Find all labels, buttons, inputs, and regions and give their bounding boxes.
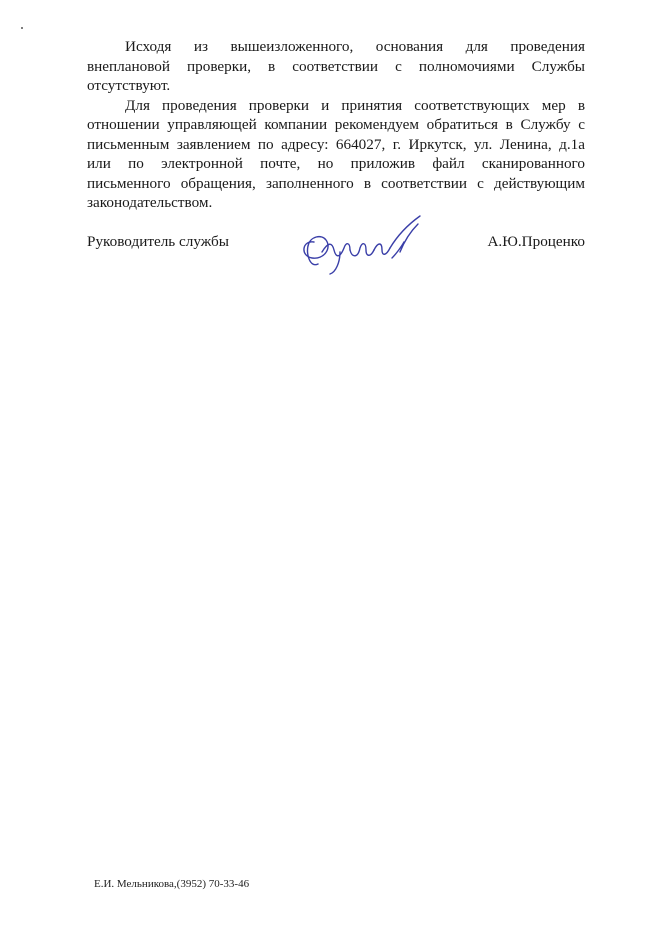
letter-body: [87, 37, 585, 213]
paragraph-line: или по электронной почте, но приложив файл сканированного: [87, 155, 585, 172]
executor-contact: Е.И. Мельникова,(3952) 70-33-46: [94, 878, 250, 890]
paragraph-2: [87, 96, 585, 213]
paragraph-line: Исходя из вышеизложенного, основания для проведения: [125, 38, 585, 55]
paragraph-line: отношении управляющей компании рекомендуем обратиться в Службу с: [87, 116, 585, 133]
paragraph-line: отсутствуют.: [87, 77, 171, 94]
signer-role: Руководитель службы: [87, 233, 229, 250]
scan-speck: [21, 27, 23, 29]
signer-name: А.Ю.Проценко: [487, 233, 585, 250]
paragraph-line: письменного обращения, заполненного в соответствии с действующим: [87, 174, 585, 192]
paragraph-line: письменным заявлением по адресу: 664027, г. Иркутск, ул. Ленина, д.1а: [87, 135, 585, 153]
paragraph-line: Для проведения проверки и принятия соответствующих мер в: [125, 96, 585, 114]
handwritten-signature: [296, 212, 436, 278]
paragraph-1: [87, 37, 585, 96]
paragraph-line: внеплановой проверки, в соответствии с полномочиями Службы: [87, 57, 585, 75]
paragraph-line: законодательством.: [87, 194, 213, 211]
